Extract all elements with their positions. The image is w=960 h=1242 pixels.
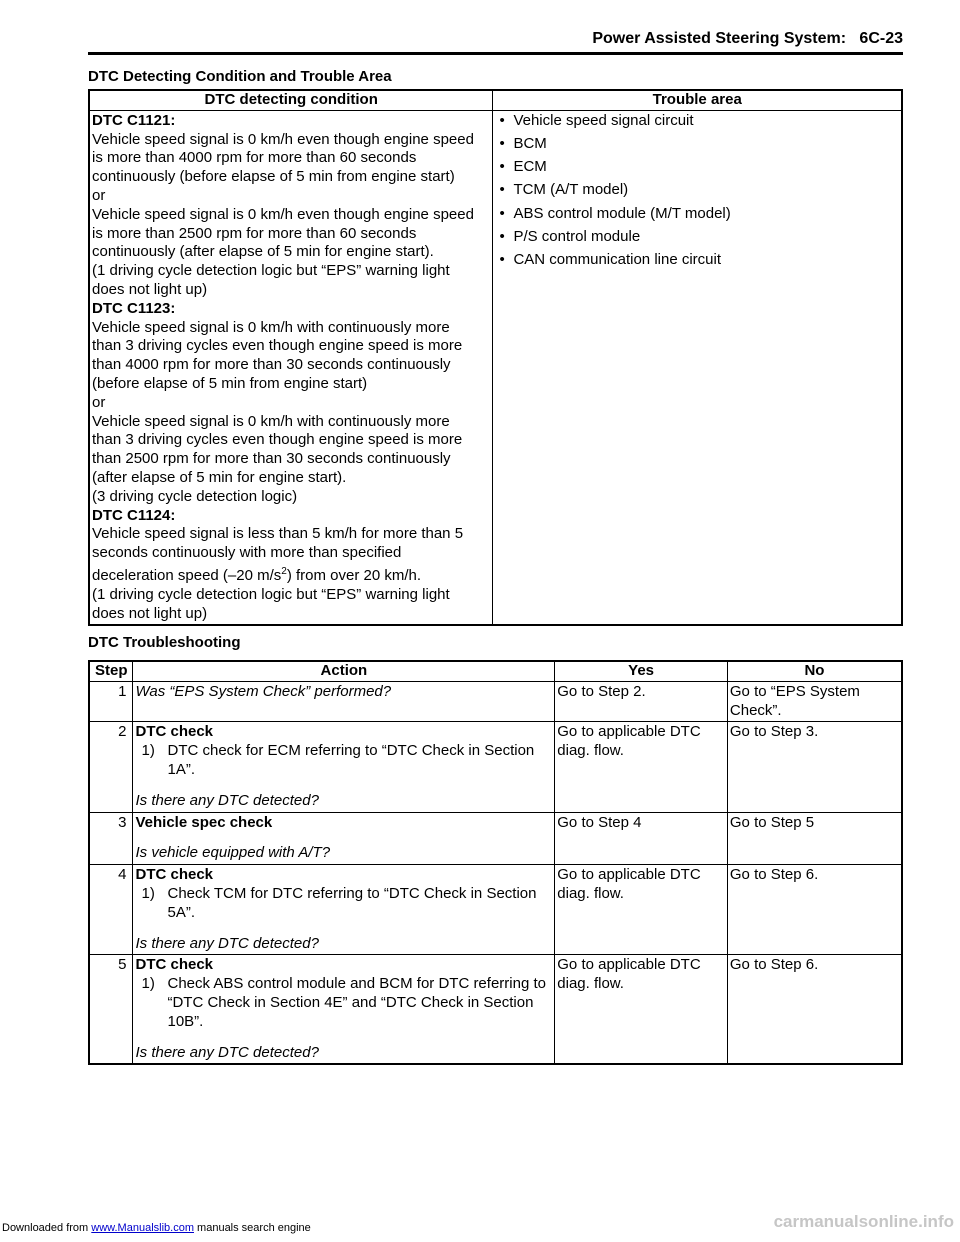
condition-line: (before elapse of 5 min from engine start) bbox=[92, 374, 368, 392]
spacer bbox=[135, 780, 550, 792]
list-item: • BCM bbox=[495, 135, 897, 154]
table-header-row bbox=[89, 90, 902, 110]
condition-line: does not light up) bbox=[92, 604, 208, 622]
spacer bbox=[135, 832, 550, 844]
no-cell: Go to Step 6. bbox=[727, 955, 902, 1064]
steps-body bbox=[89, 681, 902, 1064]
no-cell: Go to Step 3. bbox=[727, 722, 902, 812]
manualslib-link[interactable]: www.Manualslib.com bbox=[91, 1222, 194, 1234]
spacer bbox=[135, 923, 550, 935]
condition-line: Vehicle speed signal is 0 km/h even though engine speed bbox=[92, 130, 474, 148]
col-header-no: No bbox=[727, 661, 902, 681]
table-header-row bbox=[89, 661, 902, 681]
step-number: 4 bbox=[89, 865, 133, 955]
troubleshooting-table bbox=[88, 660, 903, 1065]
condition-line: than 4000 rpm for more than 30 seconds continuously bbox=[92, 356, 451, 374]
header-rule bbox=[88, 52, 903, 55]
yes-cell: Go to Step 4 bbox=[555, 812, 728, 865]
action-question: Is there any DTC detected? bbox=[135, 1043, 319, 1061]
dtc-code-label: DTC C1121: bbox=[92, 111, 176, 129]
dtc-code-label: DTC C1124: bbox=[92, 506, 176, 524]
table-row bbox=[89, 812, 902, 865]
condition-line: or bbox=[92, 393, 106, 411]
section-title-troubleshooting: DTC Troubleshooting bbox=[88, 634, 241, 651]
list-item: • P/S control module bbox=[495, 228, 897, 247]
condition-line: or bbox=[92, 186, 106, 204]
action-cell bbox=[133, 681, 555, 722]
condition-line bbox=[92, 563, 488, 586]
trouble-area-list bbox=[495, 112, 897, 270]
yes-cell: Go to applicable DTC diag. flow. bbox=[555, 955, 728, 1064]
step-number: 1 bbox=[89, 681, 133, 722]
substep-text: Check ABS control module and BCM for DTC referring to “DTC Check in Section 4E” and “DTC Check in Section 10B”. bbox=[167, 975, 546, 1030]
footer-prefix: Downloaded from bbox=[2, 1222, 89, 1234]
list-item: • ABS control module (M/T model) bbox=[495, 205, 897, 224]
condition-line: (after elapse of 5 min for engine start). bbox=[92, 468, 347, 486]
decel-superscript: 2 bbox=[281, 565, 287, 577]
substep-text: Check TCM for DTC referring to “DTC Check in Section 5A”. bbox=[167, 884, 537, 921]
yes-cell: Go to applicable DTC diag. flow. bbox=[555, 865, 728, 955]
action-question: Is there any DTC detected? bbox=[135, 934, 319, 952]
col-header-condition: DTC detecting condition bbox=[89, 90, 493, 110]
action-cell bbox=[133, 955, 555, 1064]
step-number: 5 bbox=[89, 955, 133, 1064]
list-item: • TCM (A/T model) bbox=[495, 181, 897, 200]
condition-line: does not light up) bbox=[92, 280, 208, 298]
condition-line: (1 driving cycle detection logic but “EPS” warning light bbox=[92, 262, 450, 280]
footer bbox=[2, 1222, 311, 1234]
step-number: 2 bbox=[89, 722, 133, 812]
action-title: DTC check bbox=[135, 956, 214, 974]
table-row bbox=[89, 722, 902, 812]
condition-line: is more than 4000 rpm for more than 60 seconds bbox=[92, 149, 417, 167]
section-title-detecting: DTC Detecting Condition and Trouble Area bbox=[88, 68, 392, 85]
page-header bbox=[88, 30, 903, 48]
no-cell: Go to “EPS System Check”. bbox=[727, 681, 902, 722]
condition-line: Vehicle speed signal is 0 km/h with continuously more bbox=[92, 412, 450, 430]
col-header-yes: Yes bbox=[555, 661, 728, 681]
footer-suffix: manuals search engine bbox=[197, 1222, 311, 1234]
condition-line: seconds continuously with more than specified bbox=[92, 544, 402, 562]
condition-line: is more than 2500 rpm for more than 60 seconds bbox=[92, 224, 417, 242]
substep-number: 1) bbox=[141, 884, 155, 902]
action-question: Was “EPS System Check” performed? bbox=[135, 682, 392, 700]
condition-line: Vehicle speed signal is less than 5 km/h for more than 5 bbox=[92, 525, 464, 543]
condition-line: than 3 driving cycles even though engine speed is more bbox=[92, 431, 463, 449]
table-row bbox=[89, 955, 902, 1064]
decel-text: ) from over 20 km/h. bbox=[286, 566, 422, 584]
condition-line: (3 driving cycle detection logic) bbox=[92, 487, 298, 505]
header-page-number: 6C-23 bbox=[859, 30, 903, 47]
action-title: DTC check bbox=[135, 866, 214, 884]
action-substep bbox=[135, 742, 550, 780]
list-item: • CAN communication line circuit bbox=[495, 251, 897, 270]
substep-text: DTC check for ECM referring to “DTC Check in Section 1A”. bbox=[167, 742, 535, 778]
watermark-text: carmanualsonline.info bbox=[773, 1212, 954, 1231]
condition-line: than 3 driving cycles even though engine speed is more bbox=[92, 337, 463, 355]
spacer bbox=[135, 1032, 550, 1044]
yes-cell: Go to Step 2. bbox=[555, 681, 728, 722]
condition-cell bbox=[89, 110, 493, 625]
condition-line: (1 driving cycle detection logic but “EPS” warning light bbox=[92, 585, 450, 603]
dtc-condition-table bbox=[88, 89, 903, 626]
action-cell bbox=[133, 722, 555, 812]
list-item: • Vehicle speed signal circuit bbox=[495, 112, 897, 131]
action-question: Is there any DTC detected? bbox=[135, 791, 319, 809]
action-cell bbox=[133, 812, 555, 865]
action-substep bbox=[135, 885, 550, 923]
condition-line: than 2500 rpm for more than 30 seconds continuously bbox=[92, 450, 451, 468]
trouble-area-cell bbox=[493, 110, 902, 625]
condition-line: continuously (before elapse of 5 min from engine start) bbox=[92, 168, 455, 186]
col-header-action: Action bbox=[133, 661, 555, 681]
condition-line: continuously (after elapse of 5 min for engine start). bbox=[92, 243, 434, 261]
no-cell: Go to Step 5 bbox=[727, 812, 902, 865]
action-cell bbox=[133, 865, 555, 955]
yes-cell: Go to applicable DTC diag. flow. bbox=[555, 722, 728, 812]
substep-number: 1) bbox=[141, 742, 155, 760]
header-title: Power Assisted Steering System: bbox=[592, 30, 847, 47]
action-title: Vehicle spec check bbox=[135, 813, 273, 831]
no-cell: Go to Step 6. bbox=[727, 865, 902, 955]
action-substep bbox=[135, 975, 550, 1031]
table-row bbox=[89, 865, 902, 955]
table-row bbox=[89, 681, 902, 722]
substep-number: 1) bbox=[141, 975, 155, 993]
condition-line: Vehicle speed signal is 0 km/h with continuously more bbox=[92, 318, 450, 336]
decel-text: deceleration speed (–20 m/s bbox=[92, 566, 282, 584]
action-question: Is vehicle equipped with A/T? bbox=[135, 844, 331, 862]
dtc-code-label: DTC C1123: bbox=[92, 299, 176, 317]
action-title: DTC check bbox=[135, 723, 214, 741]
step-number: 3 bbox=[89, 812, 133, 865]
col-header-trouble-area: Trouble area bbox=[493, 90, 902, 110]
col-header-step: Step bbox=[89, 661, 133, 681]
list-item: • ECM bbox=[495, 158, 897, 177]
table-row bbox=[89, 110, 902, 625]
condition-line: Vehicle speed signal is 0 km/h even though engine speed bbox=[92, 205, 474, 223]
